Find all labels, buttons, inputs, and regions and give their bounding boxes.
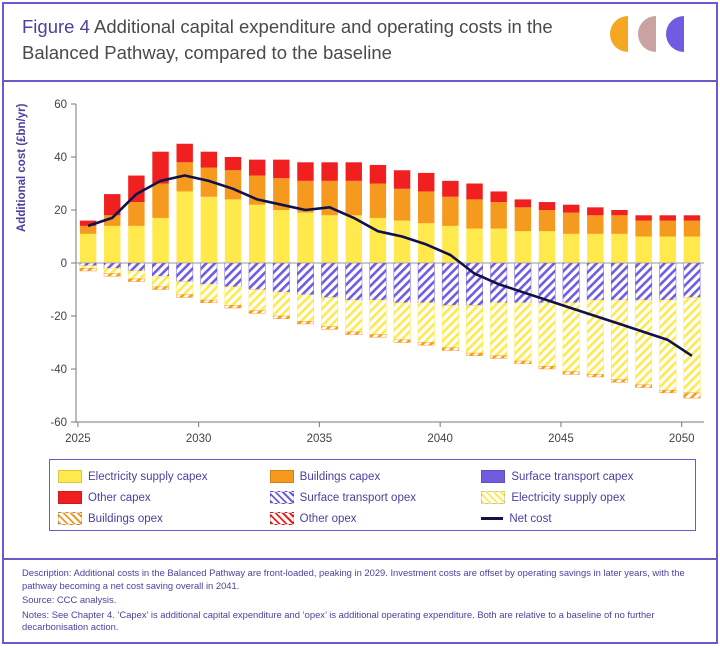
figure-header bbox=[4, 4, 716, 82]
svg-text:-40: -40 bbox=[50, 364, 67, 376]
svg-text:2035: 2035 bbox=[306, 433, 333, 445]
svg-text:-20: -20 bbox=[50, 311, 67, 323]
legend-item-electricity-supply-opex bbox=[481, 491, 687, 504]
legend-item-electricity-supply-capex bbox=[58, 470, 264, 483]
legend-label: Other opex bbox=[299, 512, 357, 525]
legend-item-surface-transport-capex bbox=[481, 470, 687, 483]
swatch-purple-icon bbox=[481, 470, 505, 483]
svg-text:0: 0 bbox=[60, 258, 67, 270]
legend-item-net-cost bbox=[481, 513, 687, 525]
swatch-yellow-hatched-icon bbox=[481, 491, 505, 504]
chart-legend bbox=[49, 459, 696, 531]
legend-label: Buildings capex bbox=[299, 470, 381, 483]
legend-label: Net cost bbox=[509, 512, 552, 525]
notes-description: Description: Additional costs in the Balanced Pathway are front-loaded, peaking in 2029. Investment costs are offset by operating savings in later years, with the pathway becoming a net cost saving overall in 2041. bbox=[22, 567, 685, 591]
figure-container bbox=[2, 2, 718, 644]
legend-item-other-capex bbox=[58, 491, 264, 504]
legend-label: Electricity supply capex bbox=[88, 470, 208, 483]
swatch-purple-hatched-icon bbox=[270, 491, 294, 504]
swatch-yellow-icon bbox=[58, 470, 82, 483]
y-axis-label: Additional cost (£bn/yr) bbox=[16, 103, 28, 232]
chart-plot-area bbox=[4, 82, 716, 502]
svg-text:-60: -60 bbox=[50, 417, 67, 429]
svg-text:2040: 2040 bbox=[427, 433, 453, 445]
legend-label: Surface transport opex bbox=[299, 491, 416, 504]
legend-label: Electricity supply opex bbox=[511, 491, 626, 504]
figure-title-text: Additional capital expenditure and operating costs in the Balanced Pathway, compared to the baseline bbox=[22, 16, 553, 63]
svg-text:20: 20 bbox=[54, 205, 67, 217]
svg-text:40: 40 bbox=[54, 152, 67, 164]
chart-svg bbox=[4, 82, 720, 502]
legend-label: Buildings opex bbox=[88, 512, 163, 525]
legend-item-buildings-capex bbox=[270, 470, 476, 483]
legend-label: Other capex bbox=[88, 491, 151, 504]
ccc-logo bbox=[606, 14, 698, 54]
legend-item-other-opex bbox=[270, 512, 476, 525]
line-navy-icon bbox=[481, 517, 503, 520]
svg-text:2045: 2045 bbox=[548, 433, 574, 445]
notes-note: Notes: See Chapter 4. ‘Capex’ is additional capital expenditure and ‘opex’ is additional operating expenditure. Both are relative to a baseline of no further decarbonisation action. bbox=[22, 608, 655, 632]
swatch-red-icon bbox=[58, 491, 82, 504]
legend-item-buildings-opex bbox=[58, 512, 264, 525]
notes-source: Source: CCC analysis. bbox=[22, 594, 117, 605]
figure-notes bbox=[4, 558, 716, 642]
legend-label: Surface transport capex bbox=[511, 470, 634, 483]
svg-text:2050: 2050 bbox=[668, 433, 695, 445]
legend-item-surface-transport-opex bbox=[270, 491, 476, 504]
swatch-orange-hatched-icon bbox=[58, 512, 82, 525]
svg-text:2025: 2025 bbox=[65, 433, 91, 445]
swatch-red-hatched-icon bbox=[270, 512, 294, 525]
swatch-orange-icon bbox=[270, 470, 294, 483]
svg-text:2030: 2030 bbox=[185, 433, 212, 445]
svg-text:60: 60 bbox=[54, 99, 67, 111]
figure-number: Figure 4 bbox=[22, 16, 90, 37]
page-title bbox=[22, 14, 596, 66]
